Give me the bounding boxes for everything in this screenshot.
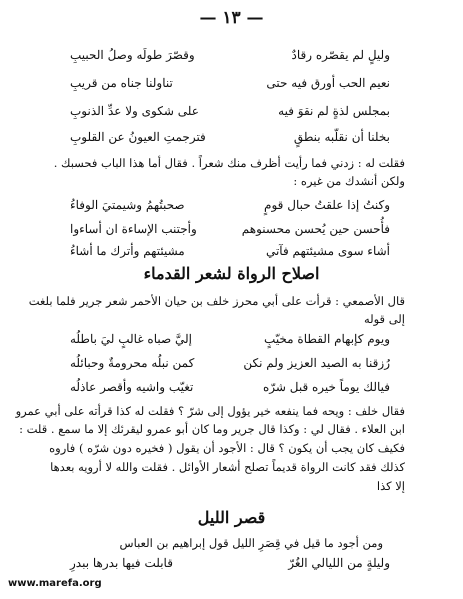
verse-second-half: على شكوى ولا عدِّ الذنوبِ <box>70 104 199 118</box>
verse-first-half: أشاء سوى مشيئتهم فآتي <box>265 244 390 258</box>
paragraph-line: فقلت له : زدني فما رأيت أظرف منك شعراً . فقال أما هذا الباب فحسبك . <box>53 156 405 170</box>
page-number: — ١٣ — <box>199 8 264 28</box>
verse-second-half: قابلت فيها بدرها ببدرِ <box>70 556 173 570</box>
verse-first-half: نعيم الحب أورق فيه حتى <box>266 76 390 90</box>
paragraph-line: كذلك فقد كانت الرواة قديماً تصلح أشعار الأوائل . فقلت والله لا أرويه بعدها <box>50 460 405 474</box>
paragraph-line: إلى قوله <box>363 312 405 326</box>
verse-first-half: رُزقنا به الصيد العزيز ولم نكن <box>243 356 390 370</box>
paragraph-line: ولكن أنشدك من غيره : <box>293 174 405 188</box>
verse-first-half: فأُحسن حين يُحسن محسنوهم <box>241 222 390 236</box>
paragraph-line: إلا كذا <box>376 479 405 493</box>
paragraph-line: ابن العلاء . فقال لي : وكذا قال جرير وما كان أبو عمرو ليقرئك إلا ما سمع . قلت : <box>19 422 405 436</box>
verse-second-half: تناولنا جناه من قريبِ <box>70 76 173 90</box>
verse-second-half: وأجتنب الإساءة ان أساءوا <box>70 222 197 236</box>
paragraph-line: قال الأصمعي : قرأت على أبي محرز خلف بن حيان الأحمر شعر جرير فلما بلغت <box>28 294 405 308</box>
verse-first-half: ويوم كإبهام القطاة مخيّبٍ <box>264 332 390 346</box>
paragraph-line: فكيف كان يجب أن يكون ؟ قال : الأجود أن يقول ( فخيره دون شرّه ) فاروه <box>49 441 405 455</box>
verse-second-half: إليَّ صباه غالبٍ ليَ باطلُه <box>70 332 192 346</box>
verse-first-half: بخلنا أن نقلّبه بنطقٍ <box>293 130 390 144</box>
section-heading: اصلاح الرواة لشعر القدماء <box>143 264 320 283</box>
verse-second-half: كمن نبلُه محرومةٌ وحبائلُه <box>70 356 195 370</box>
paragraph-line: ومن أجود ما قيل في قِصَرِ الليل قول إبراهيم بن العباس <box>119 536 383 550</box>
paragraph-line: فقال خلف : ويحه فما ينفعه خير يؤول إلى شرّ ؟ فقلت له كذا قرأته على أبي عمرو <box>15 404 405 418</box>
verse-first-half: بمجلس لذةٍ لم نقوَ فيه <box>278 104 390 118</box>
verse-second-half: فترجمتِ العيونُ عن القلوبِ <box>70 130 206 144</box>
verse-second-half: صحبتُهمُ وشيمتيَ الوفاءُ <box>70 198 185 212</box>
website-footer: www.marefa.org <box>8 578 102 589</box>
verse-second-half: وقصّرَ طولَه وصلُ الحبيبِ <box>70 48 195 62</box>
verse-first-half: وكنتُ إذا علقتُ حبال قومٍ <box>264 198 390 212</box>
verse-first-half: وليلةٍ من الليالي الغُرّ <box>288 556 390 570</box>
verse-first-half: فيالك يوماً خيره قبل شرّه <box>262 380 390 394</box>
verse-second-half: مشيئتهم وأترك ما أشاءُ <box>70 244 185 258</box>
section-heading: قصر الليل <box>197 508 266 527</box>
verse-second-half: تغيّب واشيه وأقصر عاذلُه <box>70 380 194 394</box>
verse-first-half: وليلٍ لم يقصّره رقادٌ <box>291 48 390 62</box>
